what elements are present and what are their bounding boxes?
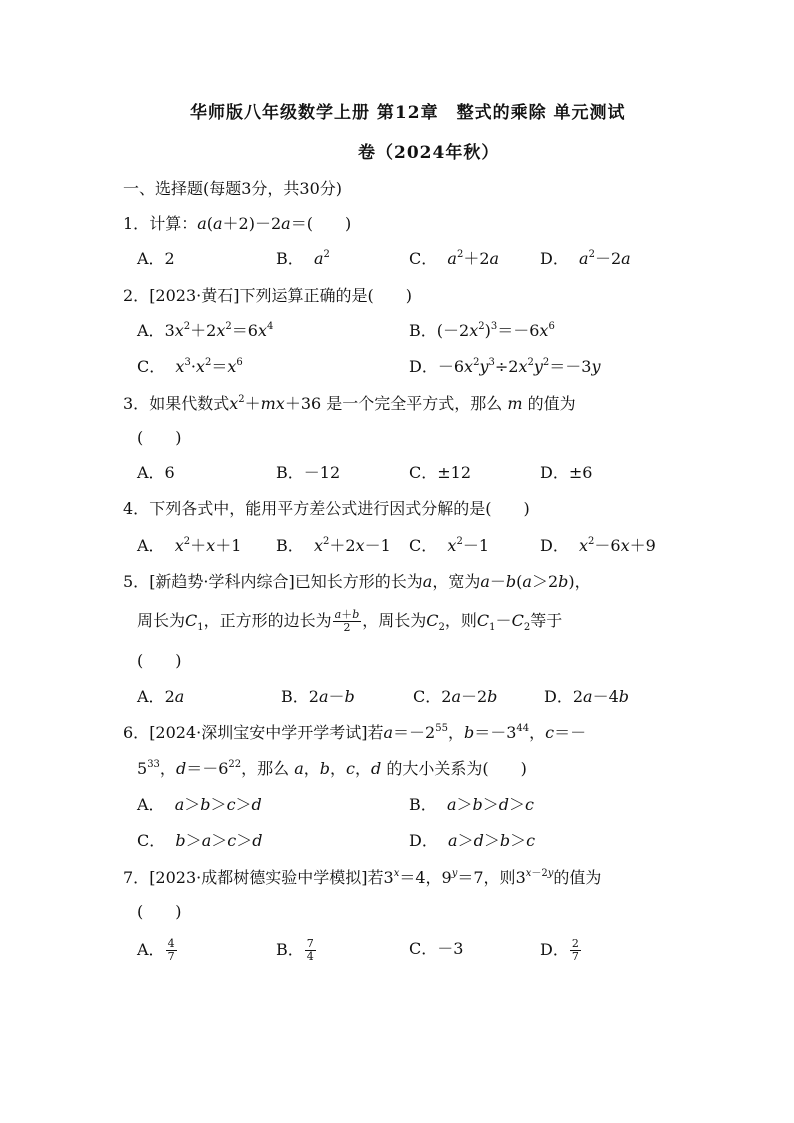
q7-option-c: C．－3 [409, 939, 464, 958]
q4-option-c: C． $x^2-1$ [409, 536, 490, 555]
q5-option-c: C．2a－2b [413, 687, 498, 706]
question-3: 3．如果代数式$x^2+mx+36$ 是一个完全平方式，那么 m 的值为 [123, 394, 576, 413]
q1-option-a: A．2 [137, 249, 175, 268]
q2-option-b: B．$(-2x^2)^3=-6x^6$ [409, 321, 555, 340]
question-7: 7．[2023·成都树德实验中学模拟]若$3^x=4$，$9^y=7$，则$3^{x-2y}$的值为 [123, 868, 602, 887]
q1-option-b: B． $a^2$ [276, 249, 330, 268]
q7-option-d: D． $\frac{2}{7}$ [540, 937, 579, 963]
q7-answer-bracket: ( ) [137, 902, 182, 921]
q6-option-b: B． a＞b＞d＞c [409, 795, 534, 814]
q2-option-a: A．$3x^2+2x^2=6x^4$ [137, 321, 274, 340]
q5-option-d: D．2a－4b [544, 687, 630, 706]
q4-option-d: D． $x^2-6x+9$ [540, 536, 656, 555]
q3-option-d: D．±6 [540, 463, 593, 482]
question-6-line-2: $5^{33}$，$d=-6^{22}$，那么 a，b，c，d 的大小关系为( ) [137, 759, 527, 778]
q3-option-c: C．±12 [409, 463, 472, 482]
question-2: 2．[2023·黄石]下列运算正确的是( ) [123, 286, 412, 305]
section-heading: 一、选择题(每题3分，共30分) [123, 179, 343, 198]
q5-option-b: B．2a－b [281, 687, 355, 706]
q7-option-b: B． $\frac{7}{4}$ [276, 937, 314, 963]
q2-option-d: D．$-6x^2y^3\div 2x^2y^2=-3y$ [409, 357, 601, 376]
q5-answer-bracket: ( ) [137, 651, 182, 670]
q3-answer-bracket: ( ) [137, 428, 182, 447]
q5-option-a: A．2a [137, 687, 185, 706]
q3-option-a: A．6 [137, 463, 175, 482]
question-1: 1．计算：a(a＋2)－2a＝( ) [123, 214, 352, 233]
question-4: 4．下列各式中，能用平方差公式进行因式分解的是( ) [123, 499, 530, 518]
q2-option-c: C． $x^3\cdot x^2=x^6$ [137, 357, 243, 376]
q6-option-a: A． a＞b＞c＞d [137, 795, 262, 814]
q4-option-b: B． $x^2+2x-1$ [276, 536, 391, 555]
question-5-line-2: 周长为$C_1$，正方形的边长为 $\frac{a+b}{2}$ ，周长为$C_2$，则$C_1-C_2$等于 [137, 608, 563, 634]
q4-option-a: A． $x^2+x+1$ [137, 536, 242, 555]
q7-option-a: A． $\frac{4}{7}$ [137, 937, 175, 963]
q1-option-c: C． $a^2+2a$ [409, 249, 500, 268]
q6-option-d: D． a＞d＞b＞c [409, 831, 536, 850]
q3-option-b: B．－12 [276, 463, 341, 482]
q6-option-c: C． b＞a＞c＞d [137, 831, 263, 850]
question-5: 5．[新趋势·学科内综合]已知长方形的长为a，宽为a－b(a＞2b)， [123, 572, 591, 591]
page-title: 华师版八年级数学上册 第12章 整式的乘除 单元测试 [190, 103, 626, 123]
question-6: 6．[2024·深圳宝安中学开学考试]若$a=-2^{55}$，$b=-3^{44}$，c＝－ [123, 723, 587, 742]
page-title-continued: 卷（2024年秋） [358, 143, 500, 163]
fraction-a-plus-b-over-2: $\frac{a+b}{2}$ [334, 608, 360, 634]
q1-option-d: D． $a^2-2a$ [540, 249, 631, 268]
